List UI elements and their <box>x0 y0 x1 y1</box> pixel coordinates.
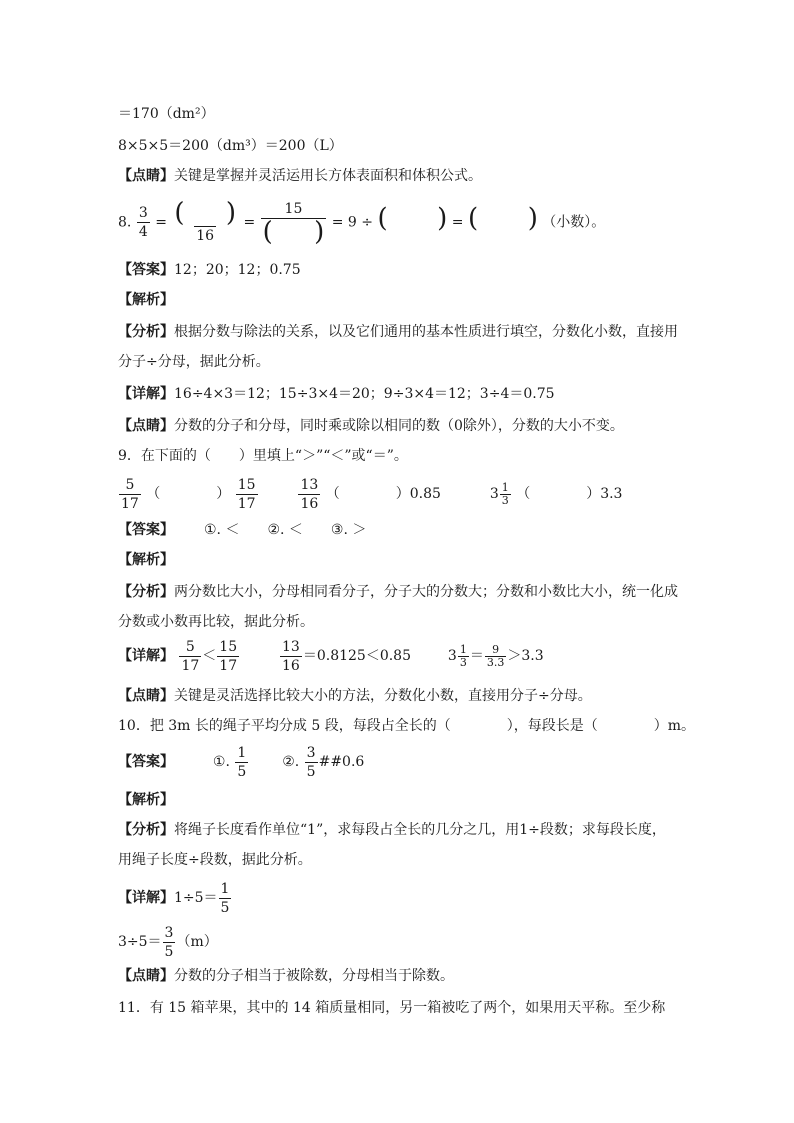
q8-jiexi: 【解析】 <box>118 292 174 308</box>
q8-detail <box>118 384 555 404</box>
q9-answer <box>118 520 366 540</box>
paren-blank: ( ) <box>467 203 538 234</box>
greater-than: ＞3.3 <box>507 648 544 664</box>
q9-analysis-2: 分数或小数再比较，据此分析。 <box>118 614 314 630</box>
numerator: 5 <box>125 476 135 493</box>
q8-dianjing <box>118 416 624 436</box>
text: 两分数比大小，分母相同看分子，分子大的分数大；分数和小数比大小，统一化成 <box>174 584 678 600</box>
numerator: 3 <box>138 205 148 221</box>
q9-frac-3 <box>298 476 320 513</box>
d9-frac-5 <box>485 644 507 669</box>
q10-detail <box>118 878 232 918</box>
q9-jiexi: 【解析】 <box>118 552 174 568</box>
denominator: 4 <box>138 224 148 240</box>
line-volume: 8×5×5＝200（dm³）＝200（L） <box>118 138 343 154</box>
text: 分数的分子和分母，同时乘或除以相同的数（0除外），分数的大小不变。 <box>174 418 624 434</box>
tag: 【点睛】 <box>118 418 174 434</box>
text: 关键是灵活选择比较大小的方法，分数化小数，直接用分子÷分母。 <box>174 688 592 704</box>
d9-frac-1 <box>179 638 201 675</box>
paren-blank: ( ) <box>377 203 448 234</box>
numerator: 13 <box>282 638 300 655</box>
tag: 【答案】 <box>118 522 174 538</box>
q9-question: 9．在下面的（ ）里填上“＞”“＜”或“＝”。 <box>118 448 408 464</box>
denominator: 5 <box>164 943 174 960</box>
q8-number: 8. <box>118 214 132 231</box>
q10-jiexi: 【解析】 <box>118 792 174 808</box>
denominator: 16 <box>196 228 215 244</box>
text: 将绳子长度看作单位“1”，求每段占全长的几分之几，用1÷段数；求每段长度， <box>174 822 666 838</box>
tag: 【答案】 <box>118 754 174 770</box>
denominator: 5 <box>237 763 247 780</box>
d9-frac-4 <box>458 644 469 669</box>
text: 根据分数与除法的关系，以及它们通用的基本性质进行填空，分数化小数，直接用 <box>174 324 678 340</box>
expr: 1÷5＝ <box>174 890 218 906</box>
whole: 3 <box>447 648 457 664</box>
q9-analysis-1 <box>118 582 678 602</box>
d10-frac <box>219 880 232 917</box>
equals: = <box>155 214 167 231</box>
choice-1: ①. <box>212 754 230 770</box>
numerator: 15 <box>284 201 303 217</box>
numerator: 9 <box>492 642 500 656</box>
q7-dianjing <box>118 166 482 186</box>
text: 16÷4×3＝12；15÷3×4＝20；9÷3×4＝12；3÷4＝0.75 <box>174 386 555 402</box>
tag: 【详解】 <box>118 648 174 664</box>
tag: 【分析】 <box>118 324 174 340</box>
q10-answer <box>118 742 364 782</box>
q9-frac-2 <box>236 476 258 513</box>
compare-085: ＝0.8125＜0.85 <box>302 648 412 664</box>
whole: 3 <box>489 486 499 502</box>
denominator: 5 <box>306 763 316 780</box>
numerator: 5 <box>185 638 195 655</box>
q8-answer <box>118 260 301 280</box>
numerator: 1 <box>237 744 247 761</box>
q10-question: 10．把 3m 长的绳子平均分成 5 段，每段占全长的（ ），每段长是（ ）m。 <box>118 718 695 734</box>
numerator: 1 <box>220 880 230 897</box>
numerator: 13 <box>300 476 319 493</box>
q10-analysis-2: 用绳子长度÷段数，据此分析。 <box>118 852 312 868</box>
q10-analysis-1 <box>118 820 666 840</box>
a10-frac-2 <box>305 744 318 781</box>
denominator: 3.3 <box>486 655 505 669</box>
denominator: 3 <box>501 493 509 507</box>
divide-9: = 9 ÷ <box>331 214 373 231</box>
text: 12；20；12；0.75 <box>174 262 301 278</box>
numerator: 3 <box>306 744 316 761</box>
q9-dianjing <box>118 686 592 706</box>
denominator: 17 <box>121 495 139 512</box>
q8-analysis-2: 分子÷分母，据此分析。 <box>118 354 270 370</box>
numerator: 15 <box>219 638 238 655</box>
decimal-note: （小数）。 <box>542 214 606 231</box>
q9-frac-4 <box>500 482 511 507</box>
denominator: 17 <box>181 657 200 674</box>
tag: 【详解】 <box>118 890 174 906</box>
equals: ＝ <box>469 648 484 664</box>
numerator: 15 <box>237 476 256 493</box>
paren-blank: ( ) <box>174 198 236 228</box>
text: ①. ＜ ②. ＜ ③. ＞ <box>204 522 367 538</box>
less-than: ＜ <box>202 648 217 664</box>
q9-row <box>118 474 622 514</box>
q9-mixed <box>490 474 512 514</box>
q11-question: 11．有 15 箱苹果，其中的 14 箱质量相同，另一箱被吃了两个，如果用天平称。至少称 <box>118 1000 666 1016</box>
q10-dianjing <box>118 966 454 986</box>
text: 关键是掌握并灵活运用长方体表面积和体积公式。 <box>174 168 482 184</box>
q8-analysis-1 <box>118 322 678 342</box>
q8-frac-3 <box>261 200 327 245</box>
tag: 【分析】 <box>118 584 174 600</box>
tag: 【分析】 <box>118 822 174 838</box>
tag: 【详解】 <box>118 386 174 402</box>
tag: 【点睛】 <box>118 968 174 984</box>
denominator: 3 <box>459 655 467 669</box>
choice-2: ②. <box>282 754 300 770</box>
a10-frac-1 <box>235 744 248 781</box>
q9-frac-1 <box>119 476 141 513</box>
tag: 【点睛】 <box>118 168 174 184</box>
q8-frac-1 <box>137 204 150 241</box>
expr: 3÷5＝ <box>118 934 162 950</box>
tag: 【答案】 <box>118 262 174 278</box>
numerator: 3 <box>164 924 174 941</box>
equals: = <box>451 214 464 231</box>
numerator: 1 <box>501 480 509 494</box>
blank-2: （ ）0.85 <box>325 486 441 502</box>
q8-question <box>118 200 605 245</box>
blank-3: （ ）3.3 <box>516 486 623 502</box>
text: 分数的分子相当于被除数，分母相当于除数。 <box>174 968 454 984</box>
unit: （m） <box>176 934 218 950</box>
q9-detail <box>118 636 544 676</box>
alt-answer: ##0.6 <box>318 754 365 770</box>
denominator: 16 <box>300 495 319 512</box>
d9-frac-3 <box>280 638 302 675</box>
blank-1: （ ） <box>146 486 231 502</box>
denominator: 16 <box>282 657 300 674</box>
denominator: 17 <box>237 495 256 512</box>
line-area-result: ＝170（dm²） <box>118 106 215 122</box>
equals: = <box>243 214 256 231</box>
denominator: 5 <box>220 899 230 916</box>
q8-frac-2 <box>172 200 238 245</box>
d9-mixed <box>448 636 470 676</box>
paren-blank: ( ) <box>262 217 325 247</box>
q10-detail-2 <box>118 922 218 962</box>
denominator: 17 <box>219 657 238 674</box>
d9-frac-2 <box>217 638 239 675</box>
numerator: 1 <box>459 642 467 656</box>
d10b-frac <box>163 924 176 961</box>
tag: 【点睛】 <box>118 688 174 704</box>
